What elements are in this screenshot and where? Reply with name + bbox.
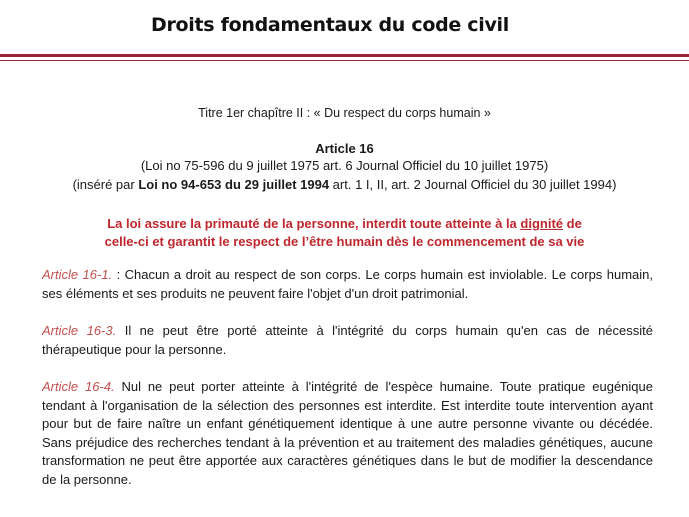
summary-underlined-word: dignité <box>520 216 564 231</box>
page-title: Droits fondamentaux du code civil <box>151 14 509 36</box>
article-16-3-text: Il ne peut être porté atteinte à l'intégrité du corps humain qu'en cas de nécessité thérapeutique pour la personne. <box>42 323 653 357</box>
article-16-4-paragraph <box>42 378 653 489</box>
article-16-1-text: : Chacun a droit au respect de son corps. Le corps humain est inviolable. Le corps humain, ses éléments et ses produits ne peuvent faire l'objet d'un droit patrimonial. <box>42 267 653 301</box>
summary-line-1 <box>0 215 689 233</box>
chapter-title: Titre 1er chapître II : « Du respect du corps humain » <box>198 106 491 120</box>
article-16-3-paragraph <box>42 322 653 359</box>
article-16-1-paragraph <box>42 266 653 303</box>
article-16-4-text: Nul ne peut porter atteinte à l'intégrité de l'espèce humaine. Toute pratique eugénique tendant à l'organisation de la sélection des personnes est interdite. Est interdite toute intervention ayant pour but de faire naître un enfant génétiquement identique à une autre personne vivante ou décédée. Sans préjudice des recherches tendant à la prévention et au traitement des maladies génétiques, aucune transformation ne peut être apportée aux caractères génétiques dans le but de modifier la descendance de la personne. <box>42 379 653 487</box>
header-rule-thick <box>0 54 689 57</box>
law-reference-line-1: (Loi no 75-596 du 9 juillet 1975 art. 6 Journal Officiel du 10 juillet 1975) <box>140 158 549 173</box>
header-rule-thin <box>0 60 689 61</box>
article-16-summary <box>0 215 689 251</box>
summary-part-2: de <box>563 216 582 231</box>
law-ref-bold: Loi no 94-653 du 29 juillet 1994 <box>138 177 330 192</box>
law-reference-line-2 <box>0 176 689 193</box>
law-ref-suffix: art. 1 I, II, art. 2 Journal Officiel du 30 juillet 1994) <box>329 177 617 192</box>
summary-line-2: celle-ci et garantit le respect de l’être humain dès le commencement de sa vie <box>104 234 585 249</box>
law-ref-prefix: (inséré par <box>72 177 139 192</box>
article-16-heading: Article 16 <box>315 141 374 156</box>
article-16-4-ref: Article 16-4. <box>42 379 115 394</box>
article-16-3-ref: Article 16-3. <box>42 323 117 338</box>
article-16-1-ref: Article 16-1. <box>42 267 113 282</box>
summary-part-1: La loi assure la primauté de la personne, interdit toute atteinte à la <box>107 216 521 231</box>
